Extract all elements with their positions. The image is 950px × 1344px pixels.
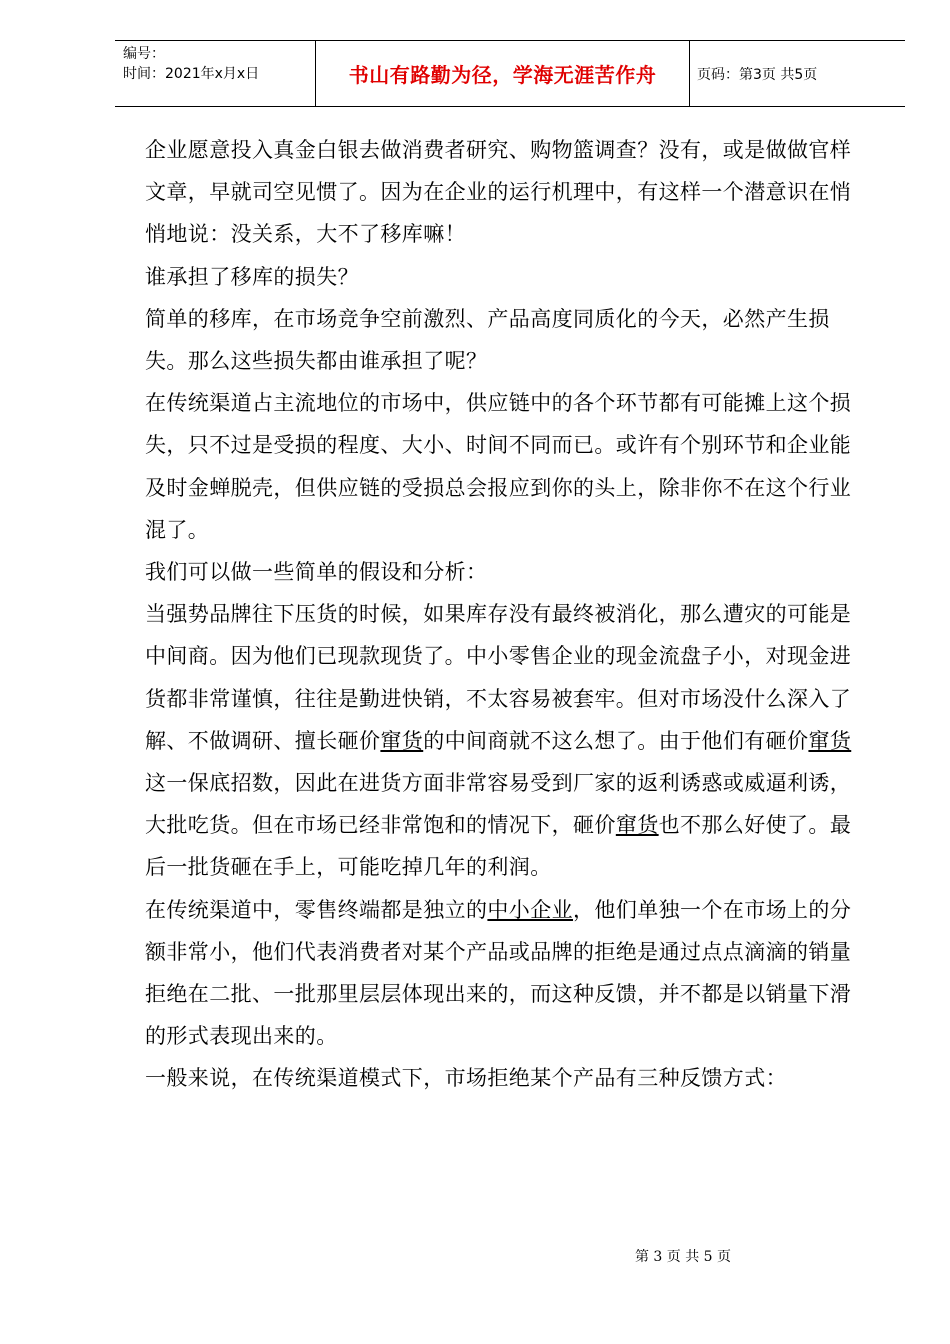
text-run: 在传统渠道占主流地位的市场中，供应链中的各个环节都有可能摊上这个损失，只不过是受损的程度、大小、时间不同而已。或许有个别环节和企业能及时金蝉脱壳，但供应链的受损总会报应到你的头上，除非你不在这个行业混了。 bbox=[145, 391, 852, 542]
paragraph bbox=[145, 382, 865, 551]
text-run: 一般来说，在传统渠道模式下，市场拒绝某个产品有三种反馈方式： bbox=[145, 1066, 787, 1091]
text-run: 企业愿意投入真金白银去做消费者研究、购物篮调查？没有，或是做做官样文章，早就司空见惯了。因为在企业的运行机理中，有这样一个潜意识在悄悄地说：没关系，大不了移库嘛！ bbox=[145, 138, 852, 247]
text-run: 我们可以做一些简单的假设和分析： bbox=[145, 560, 488, 585]
page-footer bbox=[0, 1246, 950, 1266]
header-page-info: 页码：第3页 共5页 bbox=[697, 66, 818, 83]
text-run: 当强势品牌往下压货的时候，如果库存没有最终被消化，那么遭灾的可能是中间商。因为他们已现款现货了。中小零售企业的现金流盘子小，对现金进货都非常谨慎，往往是勤进快销，不太容易被套牢。但对市场没什么深入了解、不做调研、擅长砸价 bbox=[145, 602, 852, 753]
footer-page-number: 第 3 页 共 5 页 bbox=[634, 1249, 732, 1265]
paragraph bbox=[145, 129, 865, 256]
text-run: 在传统渠道中，零售终端都是独立的 bbox=[145, 897, 488, 922]
hyperlink-chuanhuo[interactable]: 窜货 bbox=[808, 728, 852, 753]
paragraph bbox=[145, 1057, 865, 1099]
text-run: ，他们单独一个在市场上的分额非常小，他们代表消费者对某个产品或品牌的拒绝是通过点点滴滴的销量拒绝在二批、一批那里层层体现出来的，而这种反馈，并不都是以销量下滑的形式表现出来的。 bbox=[145, 897, 852, 1049]
header-meta-cell bbox=[115, 41, 316, 106]
serial-number-label: 编号： bbox=[123, 46, 165, 62]
paragraph bbox=[145, 593, 865, 888]
text-run: 这一保底招数，因此在进货方面非常容易受到厂家的返利诱惑或威逼利诱，大批吃货。但在市场已经非常饱和的情况下，砸价 bbox=[145, 771, 852, 838]
header-motto: 书山有路勤为径，学海无涯苦作舟 bbox=[316, 41, 690, 106]
hyperlink-sme[interactable]: 中小企业 bbox=[487, 897, 574, 922]
paragraph bbox=[145, 298, 865, 382]
hyperlink-chuanhuo[interactable]: 窜货 bbox=[380, 728, 424, 753]
text-run: 也不那么好使了。最后一批货砸在手上，可能吃掉几年的利润。 bbox=[145, 813, 852, 880]
document-body bbox=[145, 129, 865, 1100]
time-label: 时间：2021年x月x日 bbox=[123, 66, 260, 82]
paragraph bbox=[145, 551, 865, 593]
text-run: 简单的移库，在市场竞争空前激烈、产品高度同质化的今天，必然产生损失。那么这些损失都由谁承担了呢？ bbox=[145, 306, 830, 374]
paragraph bbox=[145, 256, 865, 298]
text-run: 的中间商就不这么想了。由于他们有砸价 bbox=[423, 728, 809, 753]
text-run: 谁承担了移库的损失？ bbox=[145, 264, 359, 289]
page-header bbox=[115, 40, 905, 107]
hyperlink-chuanhuo[interactable]: 窜货 bbox=[615, 813, 659, 838]
paragraph bbox=[145, 889, 865, 1058]
